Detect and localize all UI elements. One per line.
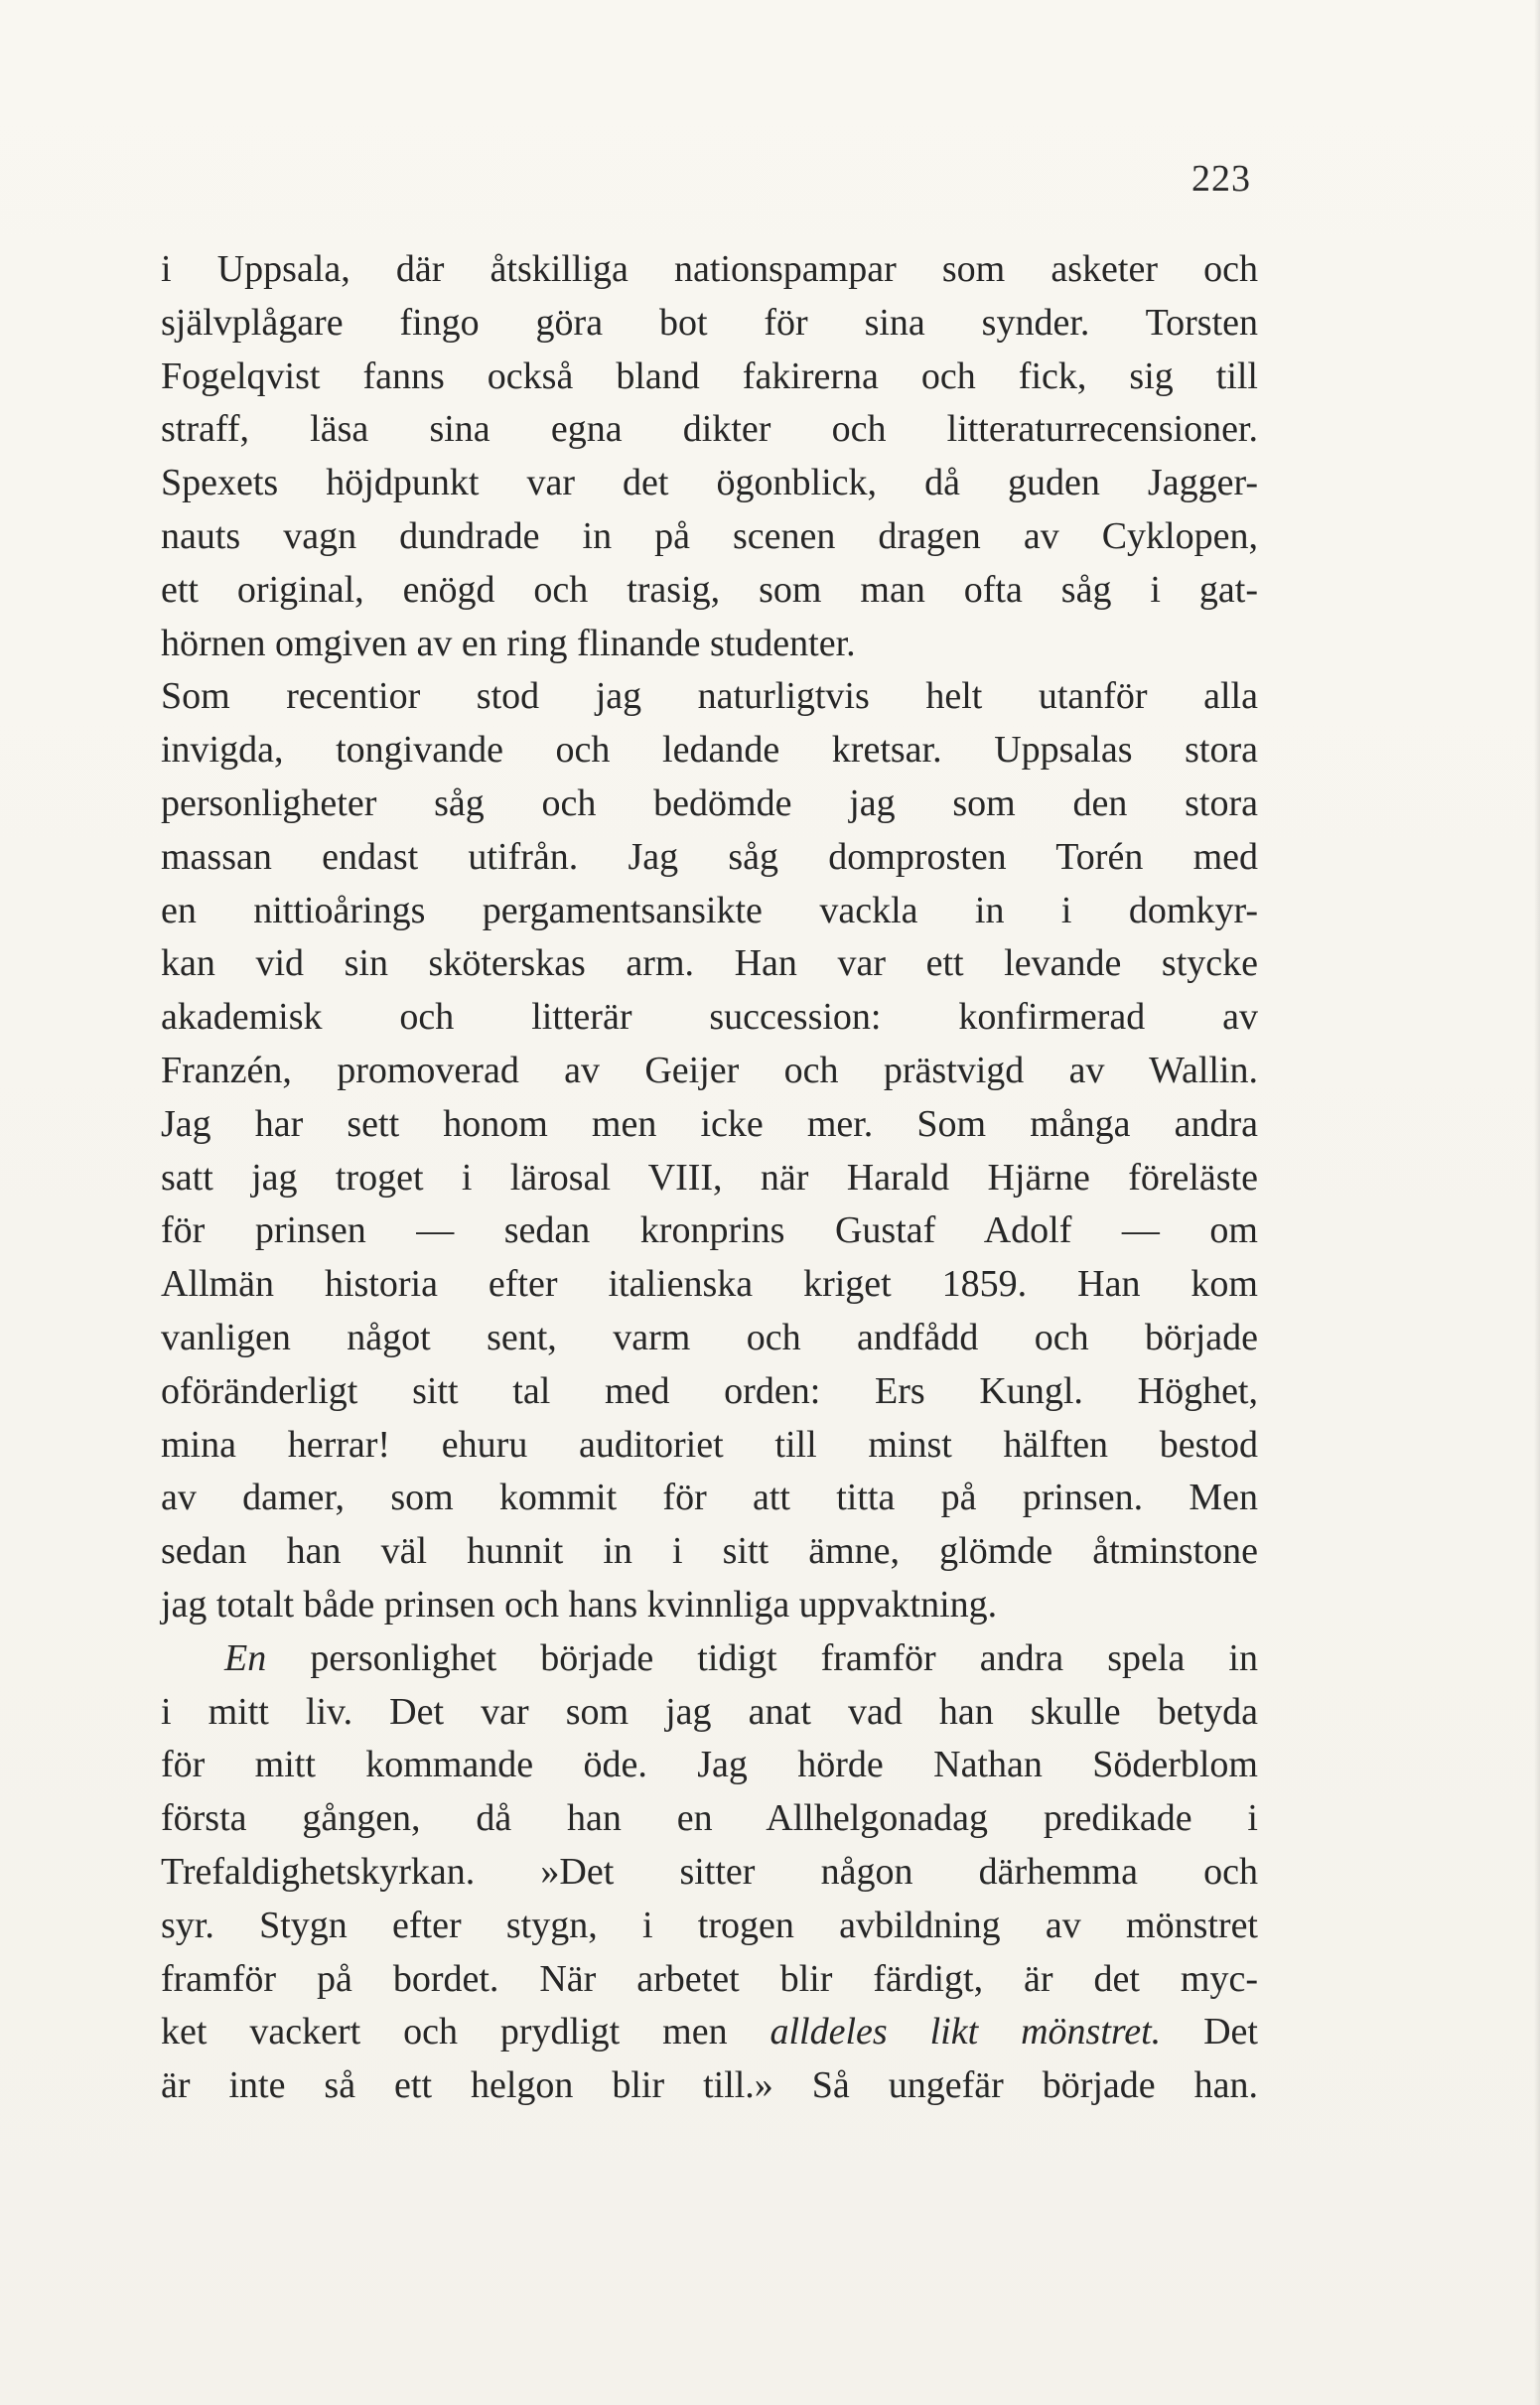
text-line: Franzén, promoverad av Geijer och prästvigd av Wallin.: [161, 1049, 1258, 1091]
text-line: en nittioårings pergamentsansikte vackla in i domkyr-: [161, 889, 1258, 931]
text-line: Trefaldighetskyrkan. »Det sitter någon därhemma och: [161, 1850, 1258, 1893]
text-line: hörnen omgiven av en ring flinande studenter.: [161, 622, 856, 664]
text-line: straff, läsa sina egna dikter och litteraturrecensioner.: [161, 408, 1258, 451]
text-line: vanligen något sent, varm och andfådd och började: [161, 1316, 1258, 1358]
text-line: ett original, enögd och trasig, som man ofta såg i gat-: [161, 568, 1258, 611]
text-line: mina herrar! ehuru auditoriet till minst hälften bestod: [161, 1423, 1258, 1466]
text-line: oföränderligt sitt tal med orden: Ers Kungl. Höghet,: [161, 1369, 1258, 1412]
text-line: Fogelqvist fanns också bland fakirerna och fick, sig till: [161, 354, 1258, 397]
text-fragment: personlighet började tidigt framför andra spela in: [266, 1636, 1258, 1679]
text-fragment: Det: [1161, 2011, 1258, 2053]
text-line: massan endast utifrån. Jag såg domprosten Torén med: [161, 835, 1258, 878]
italic-phrase: alldeles likt mönstret.: [770, 2011, 1162, 2053]
text-line: av damer, som kommit för att titta på prinsen. Men: [161, 1477, 1258, 1519]
text-line: i Uppsala, där åtskilliga nationspampar som asketer och: [161, 248, 1258, 290]
text-line: jag totalt både prinsen och hans kvinnliga uppvaktning.: [161, 1583, 998, 1626]
text-line: Spexets höjdpunkt var det ögonblick, då guden Jagger-: [161, 462, 1258, 504]
text-line: Jag har sett honom men icke mer. Som många andra: [161, 1102, 1258, 1145]
text-line: första gången, då han en Allhelgonadag predikade i: [161, 1797, 1258, 1840]
text-line: sedan han väl hunnit in i sitt ämne, glömde åtminstone: [161, 1530, 1258, 1573]
text-line: satt jag troget i lärosal VIII, när Harald Hjärne föreläste: [161, 1156, 1258, 1199]
text-line: nauts vagn dundrade in på scenen dragen av Cyklopen,: [161, 514, 1258, 557]
page-edge-shadow: [1534, 0, 1540, 2405]
text-line: syr. Stygn efter stygn, i trogen avbildning av mönstret: [161, 1904, 1258, 1946]
text-line: [161, 2006, 1258, 2059]
italic-word: En: [224, 1636, 267, 1679]
text-line: Allmän historia efter italienska kriget 1859. Han kom: [161, 1263, 1258, 1306]
text-line: kan vid sin sköterskas arm. Han var ett levande stycke: [161, 942, 1258, 985]
text-line: i mitt liv. Det var som jag anat vad han skulle betyda: [161, 1690, 1258, 1733]
text-line: [161, 1632, 1258, 1686]
body-text: [161, 243, 1258, 2113]
text-line: Som recentior stod jag naturligtvis helt utanför alla: [161, 675, 1258, 718]
text-line: för mitt kommande öde. Jag hörde Nathan Söderblom: [161, 1744, 1258, 1786]
page-number: 223: [1191, 158, 1251, 200]
text-line: akademisk och litterär succession: konfirmerad av: [161, 996, 1258, 1039]
text-line: är inte så ett helgon blir till.» Så ungefär började han.: [161, 2064, 1258, 2107]
text-line: självplågare fingo göra bot för sina synder. Torsten: [161, 301, 1258, 344]
text-line: för prinsen — sedan kronprins Gustaf Adolf — om: [161, 1209, 1258, 1252]
text-line: personligheter såg och bedömde jag som den stora: [161, 781, 1258, 824]
text-line: framför på bordet. När arbetet blir färdigt, är det myc-: [161, 1957, 1258, 2000]
text-line: invigda, tongivande och ledande kretsar. Uppsalas stora: [161, 729, 1258, 772]
text-fragment: ket vackert och prydligt men: [161, 2011, 770, 2053]
